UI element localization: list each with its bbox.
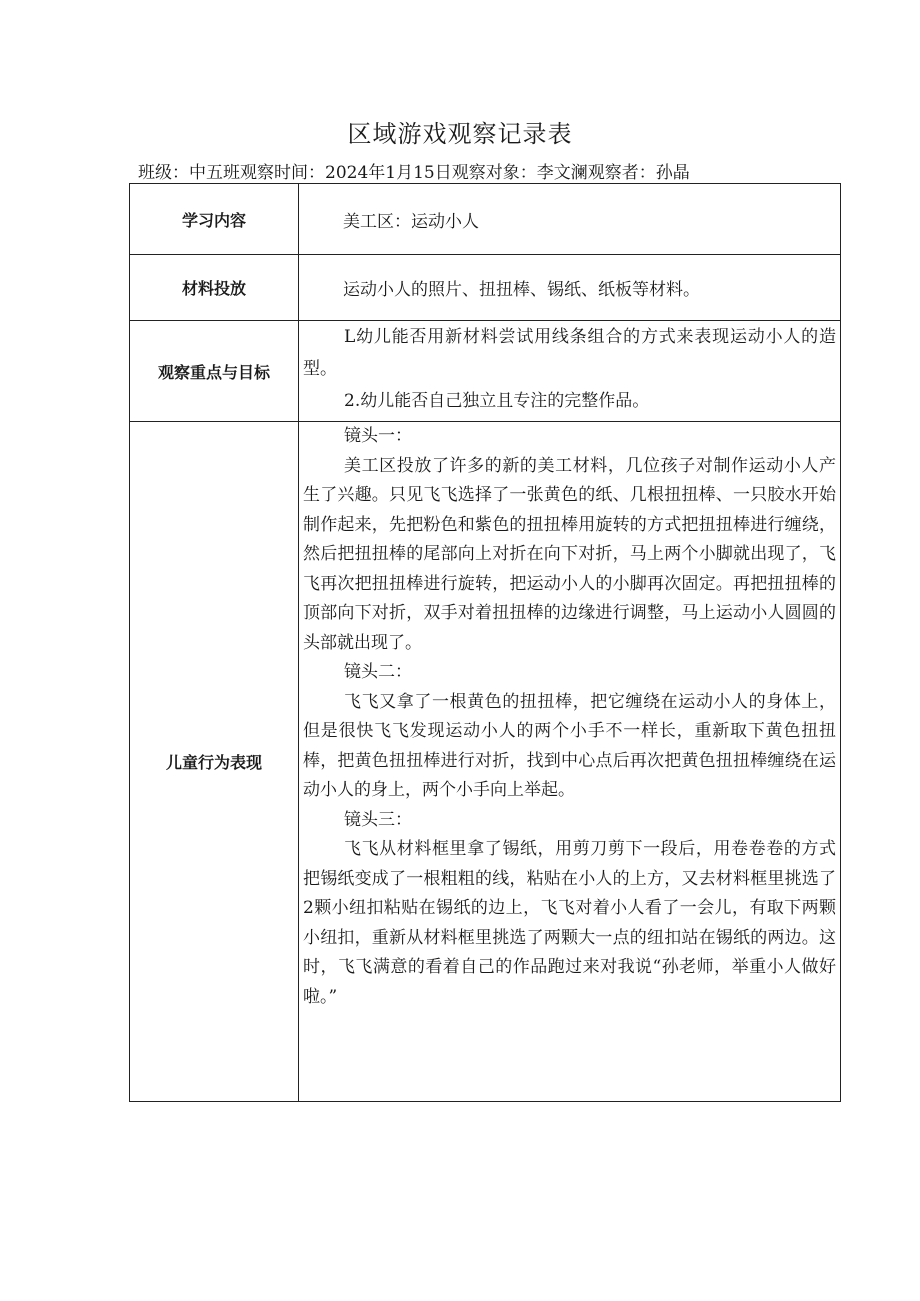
- table-row-materials: [130, 255, 841, 321]
- observation-info-line: 班级：中五班观察时间：2024年1月15日观察对象：李文澜观察者：孙晶: [138, 163, 690, 183]
- table-row-goals: [130, 321, 841, 422]
- value-goals: [299, 321, 841, 422]
- observation-record-table: [129, 183, 841, 1102]
- label-materials: 材料投放: [130, 255, 299, 321]
- value-learning-content: [299, 184, 841, 255]
- shot-1-text: 美工区投放了许多的新的美工材料，几位孩子对制作运动小人产生了兴趣。只见飞飞选择了一张黄色的纸、几根扭扭棒、一只胶水开始制作起来，先把粉色和紫色的扭扭棒用旋转的方式把扭扭棒进行缠绕，然后把扭扭棒的尾部向上对折在向下对折，马上两个小脚就出现了，飞飞再次把扭扭棒进行旋转，把运动小人的小脚再次固定。再把扭扭棒的顶部向下对折，双手对着扭扭棒的边缘进行调整，马上运动小人圆圆的头部就出现了。: [303, 455, 836, 653]
- shot-3-text: 飞飞从材料框里拿了锡纸，用剪刀剪下一段后，用卷卷卷的方式把锡纸变成了一根粗粗的线，粘贴在小人的上方，又去材料框里挑选了2颗小纽扣粘贴在锡纸的边上，飞飞对着小人看了一会儿，有取下两颗小纽扣，重新从材料框里挑选了两颗大一点的纽扣站在锡纸的两边。这时，飞飞满意的看着自己的作品跑过来对我说“孙老师，举重小人做好啦。”: [303, 839, 836, 1007]
- label-behavior: 儿童行为表现: [130, 422, 299, 1102]
- value-materials: [299, 255, 841, 321]
- shot-2-heading: 镜头二：: [344, 662, 412, 682]
- shot-1-heading: 镜头一：: [344, 426, 412, 446]
- goal-item-1: L幼儿能否用新材料尝试用线条组合的方式来表现运动小人的造型。: [303, 327, 836, 379]
- page-title: 区域游戏观察记录表: [347, 120, 573, 148]
- table-row-behavior: [130, 422, 841, 1102]
- label-learning-content: 学习内容: [130, 184, 299, 255]
- learning-content-text: 美工区：运动小人: [343, 211, 479, 232]
- table-row-content: [130, 184, 841, 255]
- shot-2-text: 飞飞又拿了一根黄色的扭扭棒，把它缠绕在运动小人的身体上，但是很快飞飞发现运动小人的两个小手不一样长，重新取下黄色扭扭棒，把黄色扭扭棒进行对折，找到中心点后再次把黄色扭扭棒缠绕在运动小人的身上，两个小手向上举起。: [303, 691, 836, 800]
- shot-3-heading: 镜头三：: [344, 809, 412, 830]
- goal-item-2: 2.幼儿能否自己独立且专注的完整作品。: [344, 391, 650, 411]
- value-behavior: [299, 422, 841, 1102]
- materials-text: 运动小人的照片、扭扭棒、锡纸、纸板等材料。: [343, 280, 700, 300]
- label-goals: 观察重点与目标: [130, 321, 299, 422]
